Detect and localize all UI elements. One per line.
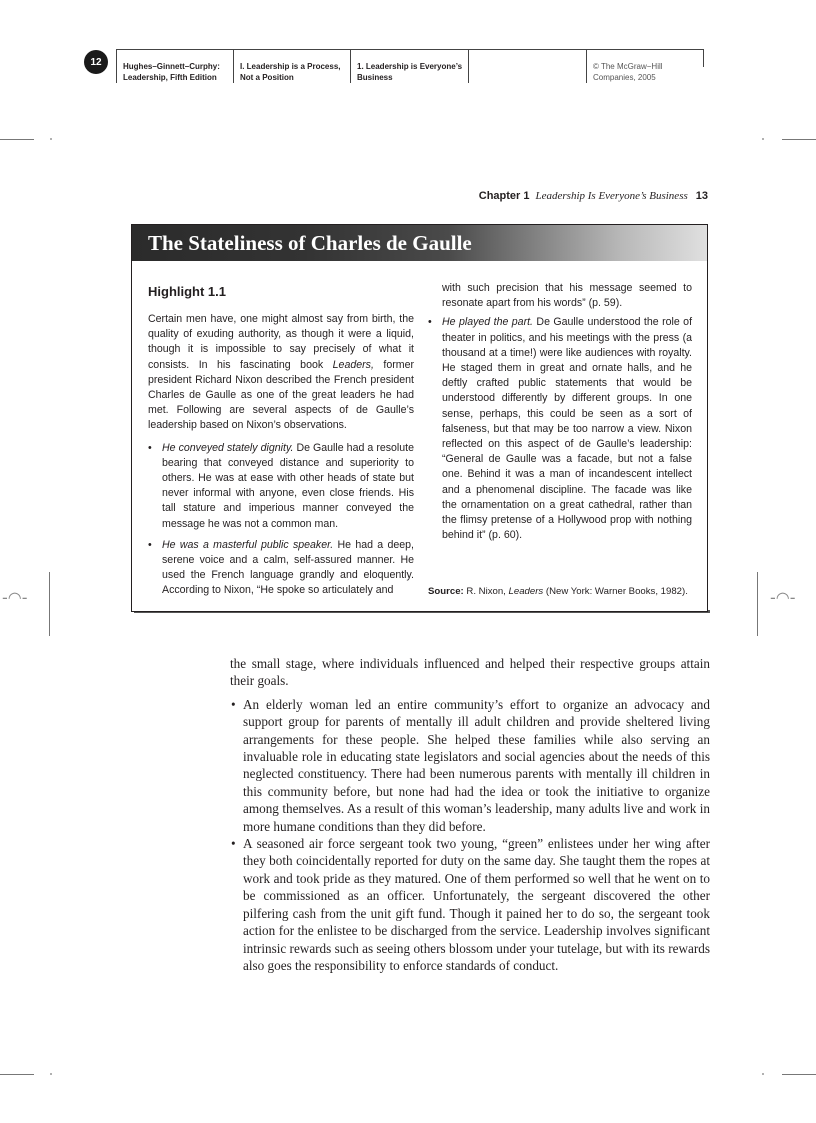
highlight-right-column	[428, 281, 692, 549]
crop-dot-top-left	[50, 138, 52, 140]
crop-mark-bottom-right	[782, 1074, 816, 1075]
running-head-title: Leadership Is Everyone’s Business	[535, 190, 688, 202]
body-intro-paragraph: the small stage, where individuals influenced and helped their respective groups attain their goals.	[230, 656, 710, 689]
banner-chapter-cell	[350, 49, 467, 83]
running-head-chapter: Chapter 1	[478, 190, 530, 202]
highlight-bullet-speaker	[148, 538, 414, 599]
highlight-label: Highlight 1.1	[148, 284, 226, 299]
crop-mark-top-left	[0, 139, 34, 140]
running-head	[479, 190, 708, 202]
banner-book-line1: Hughes–Ginnett–Curphy:	[123, 62, 220, 71]
highlight-bullet-text: He had a deep, serene voice and a calm, self-assured manner. He used the French language grandly and eloquently. According to Nixon, “He spoke so articulately and	[162, 538, 414, 597]
source-book: Leaders	[508, 586, 544, 597]
highlight-title: The Stateliness of Charles de Gaulle	[148, 231, 472, 255]
highlight-bullets-right	[428, 315, 692, 543]
page-number-badge: 12	[84, 50, 108, 74]
highlight-source	[428, 584, 708, 599]
crop-dot-bottom-left	[50, 1073, 52, 1075]
highlight-continuation: with such precision that his message seemed to resonate apart from his words” (p. 59).	[442, 282, 692, 310]
crop-mark-top-right	[782, 139, 816, 140]
highlight-intro	[148, 312, 414, 434]
highlight-bullet-lead: He conveyed stately dignity.	[162, 441, 294, 454]
banner-part-line1: I. Leadership is a Process,	[240, 62, 341, 71]
highlight-intro-b: former president Richard Nixon described the French president Charles de Gaulle as one of the great leaders he had met. Following are several aspects of de Gaulle’s leadership based on Nixon’s observations.	[148, 358, 414, 432]
source-label: Source:	[428, 586, 464, 597]
highlight-intro-a: Certain men have, one might almost say from birth, the quality of exuding authority, as though it were a liquid, though it is impossible to say precisely of what it consists. In his fascinating book	[148, 313, 414, 371]
banner-copyright-line2: Companies, 2005	[593, 73, 656, 82]
crop-dot-bottom-right	[762, 1073, 764, 1075]
highlight-bullet-lead: He was a masterful public speaker.	[162, 538, 334, 551]
banner-book-cell	[116, 49, 233, 83]
banner-copyright-cell	[586, 49, 703, 83]
crop-dot-top-right	[762, 138, 764, 140]
registration-line-right	[757, 572, 758, 636]
highlight-bullet-text: De Gaulle understood the role of theater in politics, and his meetings with the press (a thousand at a time!) were like audiences with royalty. He staged them in great and ornate halls, and he deftly crafted public statements that would be understood differently by different groups. In one sense, perhaps, this could be seen as a sort of falseness, but that may be too narrow a view. Nixon reflected on this aspect of de Gaulle’s leadership: “General de Gaulle was a facade, but not a false one. Behind it was a man of incandescent intellect and a phenomenal discipline. The facade was like the ornamentation on a great cathedral, rather than the flimsy pretense of a Hollywood prop with nothing behind it” (p. 60).	[442, 316, 693, 542]
body-text	[230, 655, 710, 974]
source-text-b: (New York: Warner Books, 1982).	[543, 586, 688, 597]
highlight-bullet-part	[428, 315, 692, 543]
banner-empty-cell	[468, 49, 585, 83]
highlight-bullet-text: De Gaulle had a resolute bearing that conveyed distance and superiority to others. He was at ease with other heads of state but never informal with anyone, even close friends. His tall stature and imperious manner conveyed the message he was not a common man.	[162, 441, 415, 530]
banner-part-cell	[233, 49, 348, 83]
highlight-intro-book: Leaders,	[332, 358, 374, 371]
banner-end-rule	[703, 49, 704, 67]
registration-mark-left-icon: -◠-	[2, 588, 28, 607]
highlight-left-column	[148, 284, 414, 605]
running-head-page: 13	[695, 190, 708, 202]
banner-book-line2: Leadership, Fifth Edition	[123, 73, 217, 82]
body-bullet-elderly-woman: • An elderly woman led an entire community’s effort to organize an advocacy and support group for parents of mentally ill adult children and provide sheltered living arrangements for these people. She helped these families while also serving an invaluable role in educating state legislators and social agencies about the needs of this neglected constituency. There had been numerous parents with mentally ill children in this community before, but none had had the idea or took the initiative to organize among themselves. As a result of this woman’s leadership, many adults live and work in more humane conditions than they did before.	[230, 696, 710, 835]
banner-copyright-line1: © The McGraw−Hill	[593, 62, 663, 71]
crop-mark-bottom-left	[0, 1074, 34, 1075]
body-bullet-sergeant: • A seasoned air force sergeant took two young, “green” enlistees under her wing after they both coincidentally reported for duty on the same day. She taught them the ropes at work and took pride as they matured. One of them performed so well that he went on to be commissioned as an officer. Unfortunately, the sergeant discovered the other pilfering cash from the unit gift fund. Though it pained her to do so, the sergeant took action for the enlistee to be discharged from the service. Leadership involves significant intrinsic rewards such as seeing others blossom under your tutelage, but with its rewards also goes the responsibility to enforce standards of conduct.	[230, 835, 710, 974]
banner-part-line2: Not a Position	[240, 73, 294, 82]
body-bullet-list	[230, 696, 710, 975]
highlight-bullets-left	[148, 441, 414, 599]
banner-chapter-line1: 1. Leadership is Everyone’s	[357, 62, 463, 71]
registration-line-left	[49, 572, 50, 636]
source-text-a: R. Nixon,	[463, 586, 509, 597]
highlight-bullet-dignity	[148, 441, 414, 532]
banner-chapter-line2: Business	[357, 73, 393, 82]
highlight-bullet-lead: He played the part.	[442, 316, 533, 329]
registration-mark-right-icon: -◠-	[770, 588, 796, 607]
